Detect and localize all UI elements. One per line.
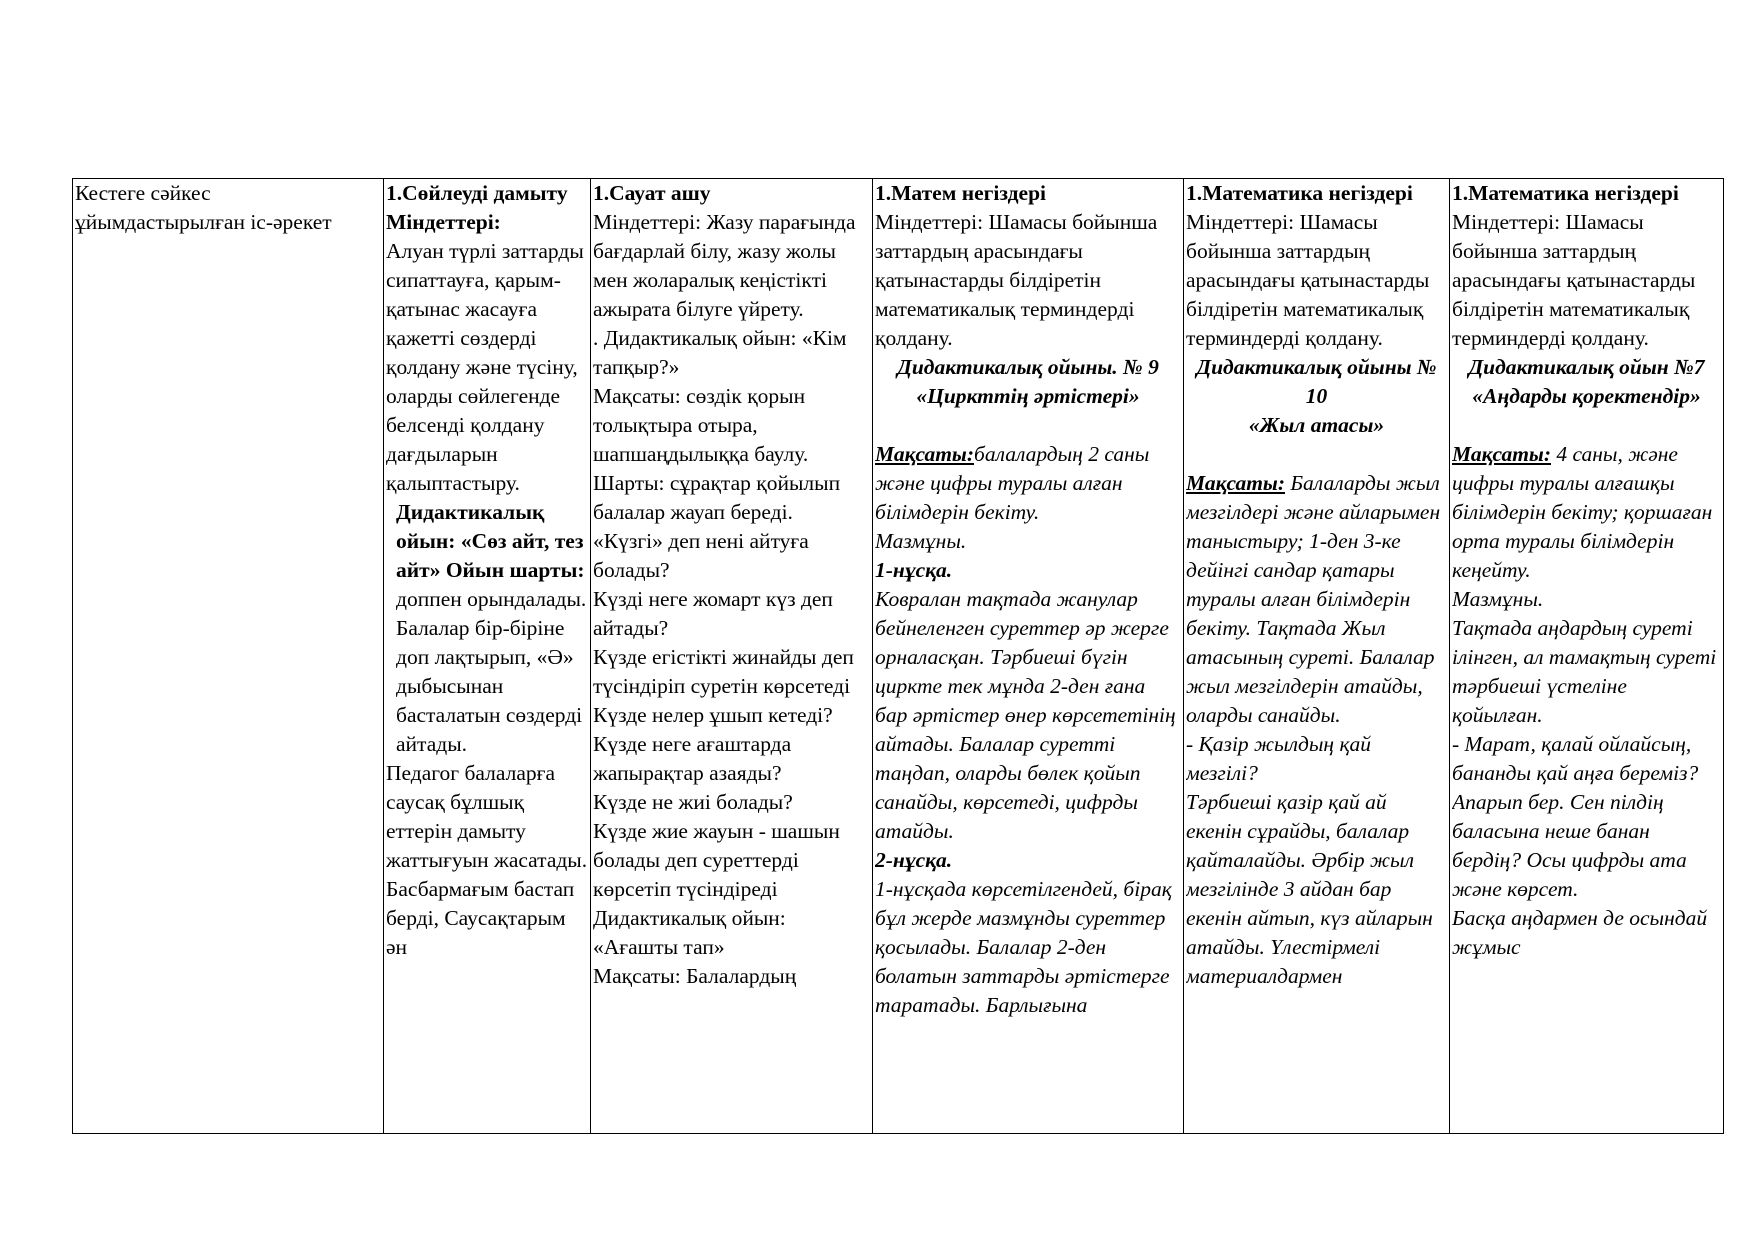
col4-question: - Қазір жылдың қай мезгілі?: [1186, 732, 1372, 785]
col4-goal-label: Мақсаты:: [1186, 471, 1285, 495]
math-basics-cell-3: [1450, 179, 1724, 1134]
math-basics-cell-2: [1184, 179, 1450, 1134]
col5-goal-text: 4 саны, және цифры туралы алғашқы білімдерін бекіту; қоршаған орта туралы білімдерін кеңейту.: [1452, 442, 1713, 582]
col5-game-name: «Аңдарды қоректендір»: [1472, 384, 1701, 408]
col2-line: Міндеттері: Жазу парағында бағдарлай білу, жазу жолы мен жоларалық кеңістікті ажырата білуге үйрету.: [593, 210, 856, 321]
col4-game-name: «Жыл атасы»: [1248, 413, 1385, 437]
col2-line: Шарты: сұрақтар қойылып балалар жауап береді.: [593, 471, 841, 524]
col3-v1-label: 1-нұсқа.: [875, 558, 953, 582]
col3-v1: Ковралан тақтада жанулар бейнеленген суреттер әр жерге орналасқан. Тәрбиеші бүгін циркте тек мұнда 2-ден ғана бар әртістер өнер көрсететінің айтады. Балалар суретті таңдап, оларды бөлек қойып санайды, көрсетеді, цифрды атайды.: [875, 587, 1176, 843]
col5-tasks: Міндеттері: Шамасы бойынша заттардың арасындағы қатынастарды білдіретін математикалық терминдерді қолдану.: [1452, 210, 1696, 350]
activity-table: [72, 178, 1724, 1134]
literacy-cell: [591, 179, 873, 1134]
col5-tail: Басқа аңдармен де осындай жұмыс: [1452, 906, 1708, 959]
col2-line: Күзді неге жомарт күз деп айтады?: [593, 587, 833, 640]
col2-line: Күзде не жиі болады?: [593, 790, 793, 814]
col2-line: Күзде егістікті жинайды деп түсіндіріп суретін көрсетеді: [593, 645, 854, 698]
col5-content-label: Мазмұны.: [1452, 587, 1544, 611]
col2-line: Күзде жие жауын - шашын болады деп суреттерді көрсетіп түсіндіреді: [593, 819, 840, 901]
col3-tasks: Міндеттері: Шамасы бойынша заттардың арасындағы қатынастарды білдіретін математикалық терминдерді қолдану.: [875, 210, 1158, 350]
col4-goal: [1186, 469, 1447, 730]
col5-title: 1.Математика негіздері: [1452, 181, 1679, 205]
col2-line: Күзде нелер ұшып кетеді?: [593, 703, 833, 727]
col1-tasks-label: Міндеттері:: [386, 210, 501, 234]
col3-game-title: Дидактикалық ойыны. № 9: [897, 355, 1159, 379]
col2-line: «Күзгі» деп нені айтуға болады?: [593, 529, 809, 582]
col3-title: 1.Матем негіздері: [875, 181, 1047, 205]
col5-game-title: Дидактикалық ойын №7: [1468, 355, 1705, 379]
col3-goal-label: Мақсаты:: [875, 442, 974, 466]
col3-goal-text: балалардың 2 саны және цифры туралы алған білімдерін бекіту.: [875, 442, 1150, 524]
col3-v2: 1-нұсқада көрсетілгендей, бірақ бұл жерде мазмұнды суреттер қосылады. Балалар 2-ден болатын заттарды әртістерге таратады. Барлығына: [875, 877, 1172, 1017]
col4-game-title: Дидактикалық ойыны № 10: [1196, 355, 1437, 408]
col1-game-bold: Дидактикалық ойын: «Сөз айт, тез айт» Ойын шарты:: [396, 500, 585, 582]
col3-content-label: Мазмұны.: [875, 529, 967, 553]
col5-question: - Марат, қалай ойлайсың, бананды қай аңға береміз? Апарып бер. Сен пілдің баласына неше банан бердің? Осы цифрды ата және көрсет.: [1452, 732, 1699, 901]
col5-rest: Тақтада аңдардың суреті ілінген, ал тамақтың суреті тәрбиеші үстеліне қойылған.: [1452, 616, 1717, 727]
col2-line: Мақсаты: Балалардың: [593, 964, 797, 988]
col1-tail: Педагог балаларға саусақ бұлшық еттерін дамыту жаттығуын жасатады. Басбармағым бастап берді, Саусақтарым ән: [386, 761, 588, 959]
table-row: [73, 179, 1724, 1134]
col2-title: 1.Сауат ашу: [593, 181, 711, 205]
label-cell: [73, 179, 384, 1134]
col1-tasks: Алуан түрлі заттарды сипаттауға, қарым-қатынас жасауға қажетті сөздерді қолдану және түсіну, оларды сөйлегенде белсенді қолдану дағдыларын қалыптастыру.: [386, 239, 584, 495]
col3-game-name: «Циркттің әртістері»: [916, 384, 1140, 408]
col4-title: 1.Математика негіздері: [1186, 181, 1413, 205]
col4-rest: Тәрбиеші қазір қай ай екенін сұрайды, балалар қайталайды. Әрбір жыл мезгілінде 3 айдан бар екенін айтып, күз айларын атайды. Үлестірмелі материалдармен: [1186, 790, 1433, 988]
math-basics-cell-1: [873, 179, 1184, 1134]
col2-line: Дидактикалық ойын: «Ағашты тап»: [593, 906, 786, 959]
col3-v2-label: 2-нұсқа.: [875, 848, 953, 872]
col2-line: Мақсаты: сөздік қорын толықтыра отыра, шапшаңдылыққа баулу.: [593, 384, 809, 466]
col3-goal: [875, 440, 1181, 527]
col4-tasks: Міндеттері: Шамасы бойынша заттардың арасындағы қатынастарды білдіретін математикалық терминдерді қолдану.: [1186, 210, 1430, 350]
col4-goal-text: Балаларды жыл мезгілдері және айларымен таныстыру; 1-ден 3-ке дейінгі сандар қатары туралы алған білімдерін бекіту. Тақтада Жыл атасының суреті. Балалар жыл мезгілдерін атайды, оларды санайды.: [1186, 471, 1441, 727]
label-text: Кестеге сәйкес ұйымдастырылған іс-әрекет: [75, 181, 332, 234]
col1-game-rest: доппен орындалады. Балалар бір-біріне доп лақтырып, «Ә» дыбысынан басталатын сөздерді айтады.: [396, 587, 587, 756]
speech-development-cell: [384, 179, 591, 1134]
col2-line: . Дидактикалық ойын: «Кім тапқыр?»: [593, 326, 847, 379]
col5-goal: [1452, 440, 1721, 585]
col1-title: 1.Сөйлеуді дамыту: [386, 181, 568, 205]
col2-line: Күзде неге ағаштарда жапырақтар азаяды?: [593, 732, 792, 785]
col1-game: [386, 498, 588, 759]
col5-goal-label: Мақсаты:: [1452, 442, 1551, 466]
